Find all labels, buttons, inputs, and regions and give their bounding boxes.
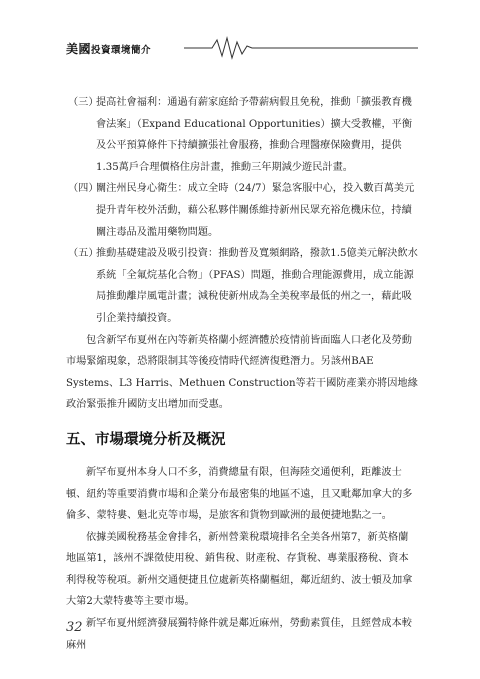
list-item-label: （五） [68,248,99,260]
header-title-sub: 投資環境簡介 [91,45,152,56]
list-item [66,92,418,178]
page-number: 32 [66,620,83,635]
document-body [66,92,418,656]
list-item-text: 關注州民身心衛生：成立全時（24/7）緊急客服中心，投入數百萬美元提升青年校外活動，藉公私夥伴關係維持新州民眾充裕危機床位，持續關注毒品及濫用藥物問題。 [96,183,415,238]
body-paragraph: 包含新罕布夏州在內等新英格蘭小經濟體於疫情前皆面臨人口老化及勞動市場緊縮現象，恐將限制其等後疫情時代經濟復甦潛力。另該州BAE Systems、L3 Harris、Methuen Construction等若干國防產業亦將因地緣政治緊張推升國防支出增加而受惠。 [66,334,418,411]
list-item-label: （四） [68,183,99,195]
body-paragraph: 新罕布夏州本身人口不多，消費總量有限，但海陸交通便利，距離波士頓、紐約等重要消費市場和企業分布最密集的地區不遠，且又毗鄰加拿大的多倫多、蒙特婁、魁北克等市場，是旅客和貨物到歐洲的最便捷地點之一。 [66,466,413,522]
list-item-text: 提高社會福利：通過有薪家庭給予帶薪病假且免稅，推動「擴張教育機會法案」（Expand Educational Opportunities）擴大受教權，平衡及公平預算條件下持續擴張社會服務，推動合理醫療保險費用，提供1.35萬戶合理價格住房計畫，推動三年期減少遊民計畫。 [96,97,413,173]
running-header [66,34,418,62]
list-item [66,178,418,243]
header-title-main: 美國 [66,42,92,56]
list-item-text: 推動基礎建設及吸引投資：推動普及寬頻網路，撥款1.5億美元解決飲水系統「全氟烷基化合物」（PFAS）問題，推動合理能源費用，成立能源局推動離岸風電計畫；減稅使新州成為全美稅率最低的州之一，藉此吸引企業持續投資。 [96,248,418,324]
list-item-label: （三） [68,97,99,108]
list-item [66,243,418,329]
header-title [66,40,151,57]
body-paragraph: 新罕布夏州經濟發展獨特條件就是鄰近麻州，勞動素質佳，且經營成本較麻州 [66,618,412,651]
body-paragraph: 依據美國稅務基金會排名，新州營業稅環境排名全美各州第7，新英格蘭地區第1，該州不課徵使用稅、銷售稅、財產稅、存貨稅、專業服務稅、資本利得稅等稅項。新州交通便捷且位處新英格蘭樞紐，鄰近紐約、波士頓及加拿大第2大蒙特婁等主要市場。 [66,531,413,608]
section-heading: 五、市場環境分析及概況 [66,430,226,448]
